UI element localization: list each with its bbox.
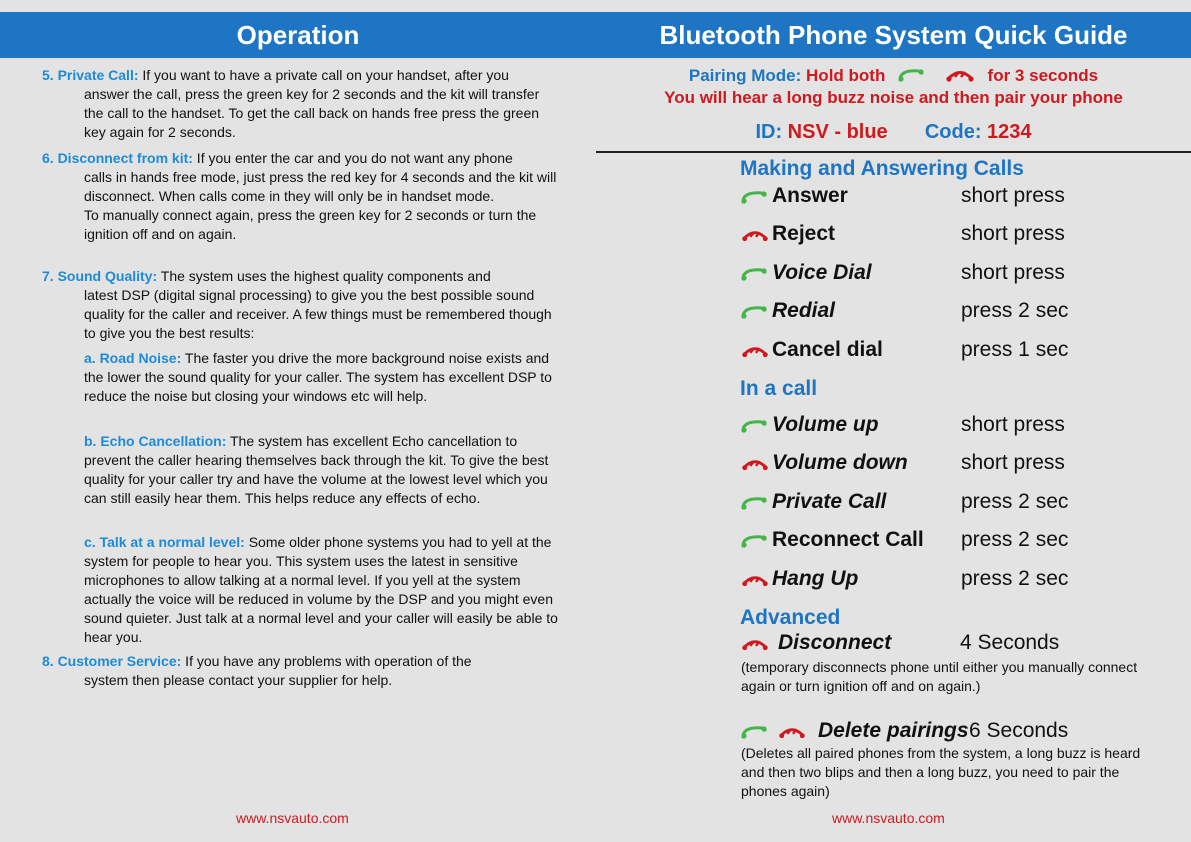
item-label: 6. Disconnect from kit:	[42, 150, 193, 166]
operation-title: Operation	[236, 19, 360, 50]
row-action: Volume down	[772, 451, 908, 475]
row-action: Private Call	[772, 489, 887, 513]
item-private-call	[42, 66, 562, 142]
green-phone-icon	[741, 264, 767, 288]
row-action: Voice Dial	[772, 260, 872, 284]
row-description: short press	[961, 222, 1065, 246]
row-description: short press	[961, 184, 1065, 207]
item-text: If you have any problems with operation of the	[181, 653, 472, 669]
guide-row	[741, 567, 1181, 595]
item-text: If you enter the car and you do not want any phone	[192, 150, 513, 166]
green-phone-icon	[741, 302, 767, 326]
divider-line	[596, 151, 1191, 153]
red-phone-icon	[945, 67, 975, 87]
guide-row	[741, 299, 1181, 327]
item-sound-quality	[42, 267, 562, 343]
sub-text: The system has excellent Echo cancellation to prevent the caller hearing themselves back through the kit. To give the best quality for your caller try and have the volume at the lowest level which you can still easily hear them. This helps reduce any effects of echo.	[84, 433, 549, 506]
pairing-hold: Hold both	[806, 66, 886, 85]
delete-pairings-duration: 6 Seconds	[969, 719, 1069, 742]
green-phone-icon	[741, 531, 767, 555]
sub-label: c. Talk at a normal level:	[84, 534, 245, 550]
row-description: press 2 sec	[961, 299, 1069, 323]
id-value: NSV - blue	[787, 121, 888, 143]
row-description: short press	[961, 413, 1065, 436]
item-continuation: answer the call, press the green key for 2 seconds and the kit will transfer the call to the handset. To get the call back on hands free press the green key again for 2 seconds.	[84, 86, 540, 140]
row-action: Cancel dial	[772, 337, 883, 361]
sub-echo	[84, 432, 564, 508]
section-making-answering-calls: Making and Answering Calls	[740, 157, 1024, 180]
row-action: Redial	[772, 299, 836, 323]
red-phone-icon	[741, 570, 769, 594]
guide-row	[741, 451, 1181, 479]
id-code-line	[596, 121, 1191, 144]
row-action: Reject	[772, 222, 836, 246]
red-phone-icon	[778, 722, 806, 746]
row-action: Volume up	[772, 413, 879, 436]
pairing-instruction: You will hear a long buzz noise and then pair your phone	[664, 88, 1123, 107]
website-link[interactable]: www.nsvauto.com	[832, 810, 945, 826]
item-customer-service	[42, 652, 562, 690]
row-description: short press	[961, 260, 1065, 284]
code-value: 1234	[987, 121, 1032, 143]
green-phone-icon	[898, 67, 924, 87]
sub-road-noise	[84, 349, 564, 406]
sub-text: The faster you drive the more background noise exists and the lower the sound quality for your caller. The system has excellent DSP to reduce the noise but closing your windows etc will help.	[84, 350, 552, 404]
item-label: 7. Sound Quality:	[42, 268, 158, 284]
green-phone-icon	[741, 187, 767, 211]
guide-row	[741, 338, 1181, 366]
disconnect-duration: 4 Seconds	[960, 631, 1060, 654]
guide-row	[741, 222, 1181, 250]
pairing-duration: for 3 seconds	[987, 66, 1099, 85]
red-phone-icon	[741, 634, 769, 658]
id-label: ID:	[755, 121, 783, 143]
green-phone-icon	[741, 493, 767, 517]
website-link[interactable]: www.nsvauto.com	[236, 810, 349, 826]
row-description: press 1 sec	[961, 337, 1069, 361]
guide-row	[741, 528, 1181, 556]
row-action: Hang Up	[772, 566, 859, 590]
disconnect-row	[741, 631, 1181, 659]
sub-label: b. Echo Cancellation:	[84, 433, 227, 449]
row-description: short press	[961, 451, 1065, 475]
row-description: press 2 sec	[961, 528, 1069, 552]
delete-pairings-row	[741, 719, 1181, 747]
item-label: 8. Customer Service:	[42, 653, 182, 669]
section-advanced: Advanced	[740, 606, 841, 629]
item-label: 5. Private Call:	[42, 67, 139, 83]
item-continuation: system then please contact your supplier for help.	[84, 672, 393, 688]
sub-text: Some older phone systems you had to yell at the system for people to hear you. This system uses the latest in sensitive microphones to allow talking at a normal level. If you yell at the system actually the voice will be reduced in volume by the DSP and you might even sound quieter. Just talk at a normal level and your caller will easily be able to hear you.	[84, 534, 558, 645]
guide-row	[741, 184, 1181, 212]
red-phone-icon	[741, 341, 769, 365]
guide-row	[741, 490, 1181, 518]
pairing-label: Pairing Mode:	[688, 66, 802, 85]
guide-row	[741, 413, 1181, 441]
item-disconnect	[42, 149, 562, 244]
item-continuation: latest DSP (digital signal processing) to give you the best possible sound quality for the caller and receiver. A few things must be remembered though to give you the best results:	[84, 287, 552, 341]
item-text: If you want to have a private call on your handset, after you	[138, 67, 509, 83]
guide-row	[741, 261, 1181, 289]
item-text: The system uses the highest quality components and	[157, 268, 491, 284]
disconnect-note: (temporary disconnects phone until either you manually connect again or turn ignition off and on again.)	[741, 659, 1138, 694]
red-phone-icon	[741, 225, 769, 249]
green-phone-icon	[741, 722, 767, 746]
section-in-a-call: In a call	[740, 377, 818, 400]
sub-label: a. Road Noise:	[84, 350, 182, 366]
row-action: Answer	[772, 184, 848, 207]
row-description: press 2 sec	[961, 489, 1069, 513]
delete-pairings-note: (Deletes all paired phones from the system, a long buzz is heard and then two blips and then a long buzz, you need to pair the phones again)	[741, 745, 1141, 799]
disconnect-action: Disconnect	[778, 631, 892, 654]
quick-guide-banner	[596, 12, 1191, 58]
delete-pairings-action: Delete pairings	[818, 719, 969, 742]
operation-banner	[0, 12, 596, 58]
pairing-mode-line	[596, 66, 1191, 87]
sub-normal-level	[84, 533, 564, 647]
code-label: Code:	[924, 121, 982, 143]
row-action: Reconnect Call	[772, 528, 924, 552]
item-continuation-2: To manually connect again, press the green key for 2 seconds or turn the ignition off and on again.	[84, 207, 537, 242]
green-phone-icon	[741, 416, 767, 440]
item-continuation: calls in hands free mode, just press the red key for 4 seconds and the kit will disconnect. When calls come in they will only be in handset mode.	[84, 169, 557, 204]
row-description: press 2 sec	[961, 566, 1069, 590]
red-phone-icon	[741, 454, 769, 478]
quick-guide-title: Bluetooth Phone System Quick Guide	[659, 19, 1128, 50]
